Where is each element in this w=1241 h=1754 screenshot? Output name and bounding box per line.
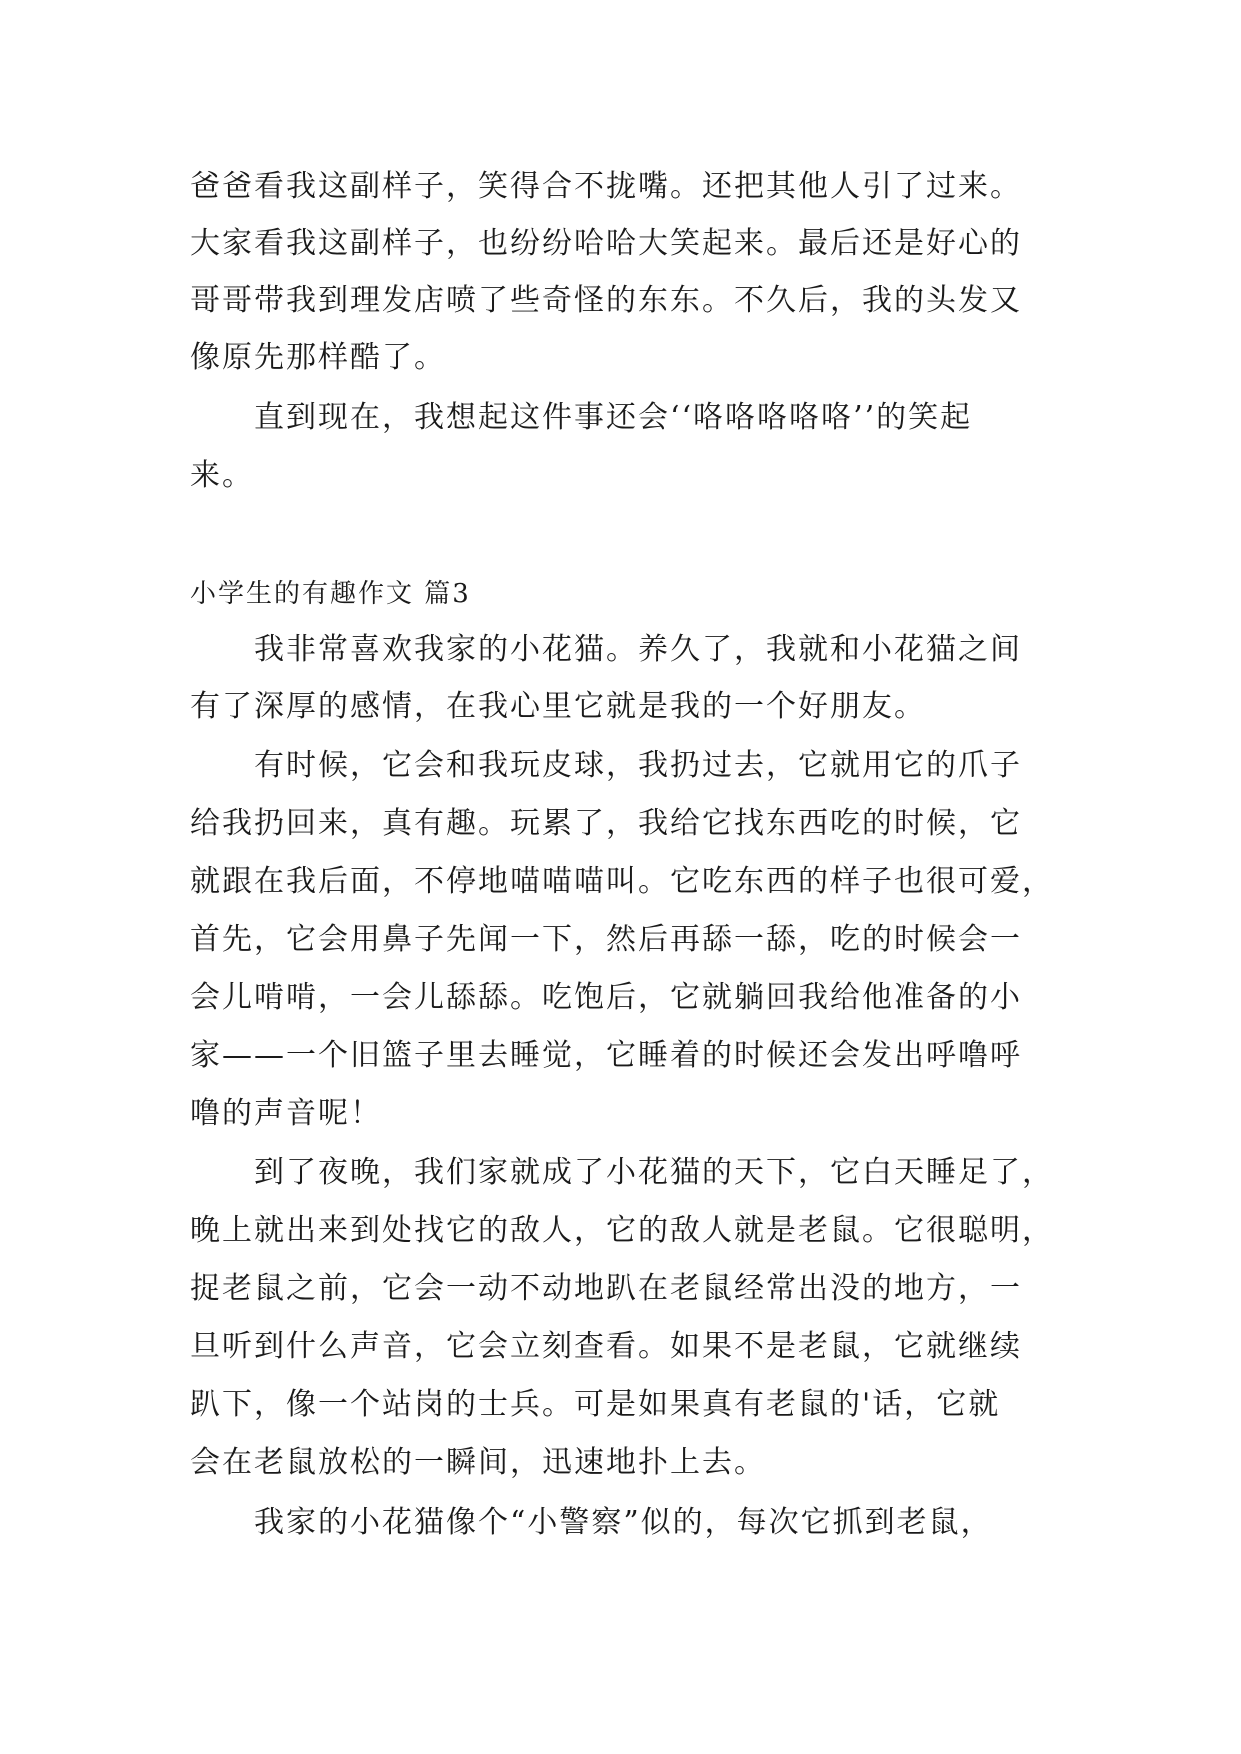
paragraph-line: 家——一个旧篮子里去睡觉，它睡着的时候还会发出呼噜呼: [190, 1038, 1022, 1073]
paragraph-line: 旦听到什么声音，它会立刻查看。如果不是老鼠，它就继续: [190, 1329, 1022, 1364]
paragraph-line: 我家的小花猫像个“小警察”似的，每次它抓到老鼠，: [190, 1505, 993, 1540]
paragraph-line: 大家看我这副样子，也纷纷哈哈大笑起来。最后还是好心的: [190, 226, 1022, 261]
paragraph-line: 首先，它会用鼻子先闻一下，然后再舔一舔，吃的时候会一: [190, 922, 1022, 957]
paragraph-line: 会儿啃啃，一会儿舔舔。吃饱后，它就躺回我给他准备的小: [190, 980, 1022, 1015]
paragraph-line: 我非常喜欢我家的小花猫。养久了，我就和小花猫之间: [190, 632, 1022, 667]
paragraph-line: 像原先那样酷了。: [190, 340, 446, 375]
section-title: 小学生的有趣作文 篇3: [190, 579, 471, 609]
paragraph-line: 晚上就出来到处找它的敌人，它的敌人就是老鼠。它很聪明，: [190, 1213, 1054, 1248]
paragraph-line: 来。: [190, 458, 254, 493]
paragraph-line: 哥哥带我到理发店喷了些奇怪的东东。不久后，我的头发又: [190, 283, 1022, 318]
paragraph-line: 到了夜晚，我们家就成了小花猫的天下，它白天睡足了，: [190, 1155, 1054, 1190]
paragraph-line: 有时候，它会和我玩皮球，我扔过去，它就用它的爪子: [190, 748, 1022, 783]
paragraph-line: 会在老鼠放松的一瞬间，迅速地扑上去。: [190, 1445, 766, 1480]
paragraph-line: 直到现在，我想起这件事还会‘‘咯咯咯咯咯’’的笑起: [190, 400, 973, 435]
paragraph-line: 有了深厚的感情，在我心里它就是我的一个好朋友。: [190, 689, 926, 724]
paragraph-line: 爸爸看我这副样子，笑得合不拢嘴。还把其他人引了过来。: [190, 169, 1022, 204]
paragraph-line: 给我扔回来，真有趣。玩累了，我给它找东西吃的时候，它: [190, 806, 1022, 841]
paragraph-line: 噜的声音呢！: [190, 1096, 382, 1131]
paragraph-line: 捉老鼠之前，它会一动不动地趴在老鼠经常出没的地方，一: [190, 1271, 1022, 1306]
paragraph-line: 就跟在我后面，不停地喵喵喵叫。它吃东西的样子也很可爱，: [190, 864, 1054, 899]
paragraph-line: 趴下，像一个站岗的士兵。可是如果真有老鼠的'话，它就: [190, 1387, 1001, 1422]
